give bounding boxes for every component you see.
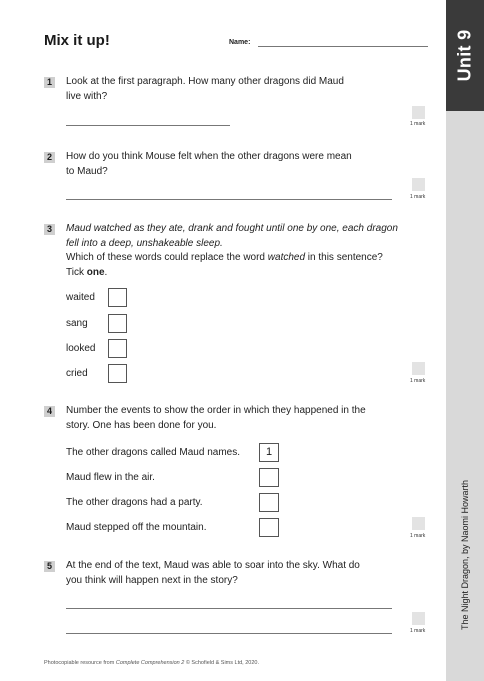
unit-label: Unit 9 xyxy=(454,29,475,82)
question-number: 4 xyxy=(44,406,55,417)
question-line: you think will happen next in the story? xyxy=(66,574,238,586)
mark-label: 1 mark xyxy=(410,121,426,127)
question-line: story. One has been done for you. xyxy=(66,419,217,431)
event-label: The other dragons had a party. xyxy=(66,497,203,508)
quote-line: fell into a deep, unshakeable sleep. xyxy=(66,237,223,249)
question-text xyxy=(66,75,344,104)
book-label: The Night Dragon, by Naomi Howarth xyxy=(460,479,471,631)
question-line: At the end of the text, Maud was able to soar into the sky. What do xyxy=(66,560,360,571)
answer-line[interactable] xyxy=(66,633,392,634)
question-line: to Maud? xyxy=(66,165,108,177)
question-text xyxy=(66,404,366,433)
mark-label: 1 mark xyxy=(410,533,426,539)
question-text xyxy=(66,559,360,588)
name-label: Name: xyxy=(229,39,251,46)
question-number: 3 xyxy=(44,224,55,235)
footer-copyright: Photocopiable resource from Complete Comprehension 2 © Schofield & Sims Ltd, 2020. xyxy=(44,660,260,666)
question-number: 5 xyxy=(44,561,55,572)
tick-box[interactable] xyxy=(108,339,127,358)
tick-box[interactable] xyxy=(108,364,127,383)
tick-box[interactable] xyxy=(108,314,127,333)
order-box[interactable]: 1 xyxy=(259,443,279,462)
mark-label: 1 mark xyxy=(410,378,426,384)
question-text xyxy=(66,222,398,280)
answer-line[interactable] xyxy=(66,125,230,126)
question-number: 1 xyxy=(44,77,55,88)
mark-box xyxy=(412,612,425,625)
mark-box xyxy=(412,106,425,119)
quote-line: Maud watched as they ate, drank and fought until one by one, each dragon xyxy=(66,223,398,234)
mark-box xyxy=(412,178,425,191)
name-field[interactable] xyxy=(258,46,428,47)
question-line: Which of these words could replace the word watched in this sentence? xyxy=(66,252,383,263)
tick-box[interactable] xyxy=(108,288,127,307)
order-box[interactable] xyxy=(259,468,279,487)
event-label: Maud flew in the air. xyxy=(66,472,155,483)
mark-label: 1 mark xyxy=(410,194,426,200)
answer-line[interactable] xyxy=(66,608,392,609)
mark-box xyxy=(412,362,425,375)
question-line: live with? xyxy=(66,90,108,102)
mark-label: 1 mark xyxy=(410,628,426,634)
question-line: Number the events to show the order in which they happened in the xyxy=(66,405,366,416)
page-title: Mix it up! xyxy=(44,32,110,49)
question-line: Look at the first paragraph. How many other dragons did Maud xyxy=(66,76,344,87)
mark-box xyxy=(412,517,425,530)
answer-line[interactable] xyxy=(66,199,392,200)
option-label: cried xyxy=(66,368,88,379)
event-label: Maud stepped off the mountain. xyxy=(66,522,207,533)
question-number: 2 xyxy=(44,152,55,163)
order-box[interactable] xyxy=(259,518,279,537)
option-label: sang xyxy=(66,318,88,329)
question-line: How do you think Mouse felt when the other dragons were mean xyxy=(66,151,352,162)
option-label: waited xyxy=(66,292,95,303)
question-line: Tick one. xyxy=(66,266,108,278)
order-box[interactable] xyxy=(259,493,279,512)
event-label: The other dragons called Maud names. xyxy=(66,447,240,458)
question-text xyxy=(66,150,352,179)
option-label: looked xyxy=(66,343,96,354)
